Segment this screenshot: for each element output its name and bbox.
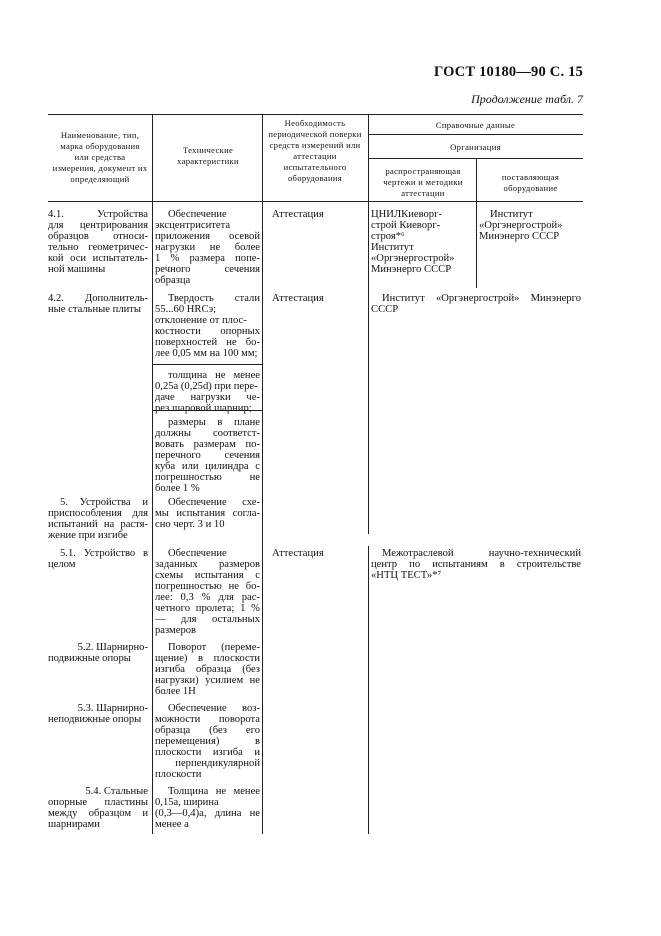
row-4-1-distributor-line-6: Минэнерго СССР (371, 264, 452, 275)
row-4-1-distributor-line-5: «Оргэнергострой» (371, 253, 455, 264)
row-5-name-line-4: жение при изгибе (48, 530, 128, 541)
row-5-name-line-1: 5. Устройства и (60, 497, 148, 508)
row-4-2-check: Аттестация (272, 293, 324, 304)
row-5-1-tech-line-5: лее: 0,3 % для рас- (155, 592, 260, 603)
row-4-1-tech-line-4: нагрузки не более (155, 242, 260, 253)
row-4-1-supplier-line-2: «Оргэнергострой» (479, 220, 563, 231)
row-4-1-tech-line-5: 1 % размера попе- (155, 253, 260, 264)
row-4-1-tech-line-7: образца (155, 275, 191, 286)
row-4-2-tech-c-line-7: более 1 % (155, 483, 200, 494)
row-4-1-name-line-1: 4.1. Устройства (48, 209, 148, 220)
row-4-2-tech-b-line-1: толщина не менее (168, 370, 260, 381)
row-4-1-name-line-6: ной машины (48, 264, 106, 275)
row-5-2-tech-line-3: изгиба образца (без (155, 664, 260, 675)
row-5-tech-line-2: мы испытания согла- (155, 508, 260, 519)
org-header-rule (368, 158, 583, 159)
row-4-1-tech-line-6: речного сечения (155, 264, 260, 275)
row-5-3-tech-line-4: перемещения) в (155, 736, 260, 747)
row-5-3-tech-line-2: можности поворота (155, 714, 260, 725)
row-4-1-distributor-line-3: строя*⁶ (371, 231, 405, 242)
column-header-distributor: распространяющая чертежи и методики аттестации (383, 166, 463, 198)
row-4-2-organization-line-2: СССР (371, 304, 399, 315)
row-5-1-organization-line-1: Межотраслевой научно-технический (382, 548, 581, 559)
column-divider-4-row (476, 201, 477, 288)
row-4-2-tech-a-line-3: отклонение от плос- (155, 315, 247, 326)
column-divider-3 (368, 114, 369, 534)
column-header-tech: Технические характеристики (177, 145, 239, 166)
row-5-3-name-line-2: неподвижные опоры (48, 714, 142, 725)
row-4-2-tech-a-line-4: костности опорных (155, 326, 260, 337)
row-5-name-line-2: приспособления для (48, 508, 148, 519)
row-5-1-name-line-2: целом (48, 559, 76, 570)
row-5-1-tech-line-3: схемы испытания с (155, 570, 260, 581)
row-4-2-tech-c-line-1: размеры в плане (168, 417, 260, 428)
row-5-3-tech-line-3: образца (без его (155, 725, 260, 736)
row-5-3-name-line-1: 5.3. Шарнирно- (77, 703, 148, 714)
row-4-2-tech-a-line-1: Твердость стали (168, 293, 260, 304)
row-5-3-tech-line-7: плоскости (155, 769, 202, 780)
row-4-1-name-line-2: для центрирования (48, 220, 148, 231)
table-top-rule (48, 114, 583, 115)
row-4-1-distributor-line-2: строй Киеворг- (371, 220, 441, 231)
row-4-2-tech-b-line-2: 0,25a (0,25d) при пере- (155, 381, 258, 392)
row-5-1-organization-line-3: «НТЦ ТЕСТ»*⁷ (371, 570, 442, 581)
row-5-tech-line-3: сно черт. 3 и 10 (155, 519, 225, 530)
row-4-2-tech-c-line-2: должны соответст- (155, 428, 260, 439)
row-4-2-name-line-1: 4.2. Дополнитель- (48, 293, 148, 304)
column-divider-1 (152, 114, 153, 834)
row-5-2-tech-line-4: нагрузки) усилием не (155, 675, 260, 686)
row-5-1-tech-line-1: Обеспечение (168, 548, 227, 559)
row-4-1-distributor-line-4: Институт (371, 242, 414, 253)
column-header-organization: Организация (450, 142, 501, 152)
row-4-2-name-line-2: ные стальные плиты (48, 304, 142, 315)
row-4-1-tech-line-3: приложения осевой (155, 231, 260, 242)
row-4-2-tech-c-line-6: погрешностью не (155, 472, 260, 483)
row-4-1-tech-line-1: Обеспечение (168, 209, 227, 220)
row-5-1-tech-line-4: погрешностью не бо- (155, 581, 260, 592)
row-5-1-tech-line-2: заданных размеров (155, 559, 260, 570)
row-5-4-tech-line-1: Толщина не менее (168, 786, 260, 797)
column-divider-2 (262, 114, 263, 834)
row-5-3-tech-line-6: перпендикулярной (175, 758, 260, 769)
row-4-1-check: Аттестация (272, 209, 324, 220)
row-5-4-name-line-4: шарнирами (48, 819, 100, 830)
column-divider-4-head (476, 158, 477, 201)
row-5-3-tech-line-5: плоскости изгиба и (155, 747, 260, 758)
row-5-4-name-line-1: 5.4. Стальные (85, 786, 148, 797)
row-5-3-tech-line-1: Обеспечение воз- (168, 703, 260, 714)
row-4-1-supplier-line-3: Минэнерго СССР (479, 231, 560, 242)
row-5-1-tech-line-7: — для остальных (155, 614, 260, 625)
row-5-1-name-line-1: 5.1. Устройство в (60, 548, 148, 559)
page-title: ГОСТ 10180—90 С. 15 (434, 64, 583, 80)
table-continuation: Продолжение табл. 7 (471, 92, 583, 106)
row-5-1-organization-line-2: центр по испытаниям в строительстве (371, 559, 581, 570)
row-4-1-distributor-line-1: ЦНИЛКиеворг- (371, 209, 442, 220)
row-5-4-name-line-3: между образцом и (48, 808, 148, 819)
row-4-2-tech-a-line-6: лее 0,05 мм на 100 мм; (155, 348, 258, 359)
row-4-1-tech-line-2: эксцентриситета (155, 220, 231, 231)
column-header-supplier: поставляющая оборудование (501, 172, 560, 193)
row-4-1-name-line-3: образцов относи- (48, 231, 148, 242)
row-4-2-tech-a-line-2: 55...60 HRCэ; (155, 304, 217, 315)
row-4-1-name-line-5: кой оси испытатель- (48, 253, 148, 264)
column-divider-3b (368, 546, 369, 834)
row-5-4-tech-line-4: менее a (155, 819, 189, 830)
row-4-2-tech-b-line-3: даче нагрузки че- (155, 392, 260, 403)
ref-header-rule (368, 134, 583, 135)
row-5-tech-line-1: Обеспечение схе- (168, 497, 260, 508)
row-4-2-tech-b-line-4: рез шаровой шарнир; (155, 403, 252, 414)
row-5-2-tech-line-5: более 1Н (155, 686, 196, 697)
row-4-1-name-line-4: тельно геометричес- (48, 242, 148, 253)
row-4-2-tech-c-line-5: куба или цилиндра с (155, 461, 260, 472)
row-5-2-tech-line-2: щение) в плоскости (155, 653, 260, 664)
column-header-check: Необходимость периодической поверки средств измерений или аттестации испытательного оборудования (268, 118, 362, 183)
row-5-2-name-line-2: подвижные опоры (48, 653, 131, 664)
row-4-1-supplier-line-1: Институт (490, 209, 533, 220)
row-5-1-tech-line-8: размеров (155, 625, 197, 636)
row-5-1-tech-line-6: четного пролета; 1 % (155, 603, 260, 614)
column-header-name: Наименование, тип, марка оборудования или средства измерения, документ их определяющий (52, 130, 148, 184)
row-4-2-tech-c-line-4: перечного сечения (155, 450, 260, 461)
row-5-name-line-3: испытаний на растя- (48, 519, 148, 530)
row-5-4-tech-line-3: (0,3—0,4)a, длина не (155, 808, 260, 819)
row-5-1-check: Аттестация (272, 548, 324, 559)
row-4-2-organization-line-1: Институт «Оргэнергострой» Минэнерго (382, 293, 581, 304)
row-4-2-tech-c-line-3: вовать размерам по- (155, 439, 260, 450)
row-4-2-tech-a-line-5: поверхностей не бо- (155, 337, 260, 348)
tech-separator-1 (152, 364, 262, 365)
row-5-2-tech-line-1: Поворот (переме- (168, 642, 260, 653)
row-5-4-name-line-2: опорные пластины (48, 797, 148, 808)
row-5-2-name-line-1: 5.2. Шарнирно- (77, 642, 148, 653)
table-header-rule (48, 201, 583, 202)
column-header-reference: Справочные данные (435, 120, 516, 130)
row-5-4-tech-line-2: 0,15a, ширина (155, 797, 219, 808)
